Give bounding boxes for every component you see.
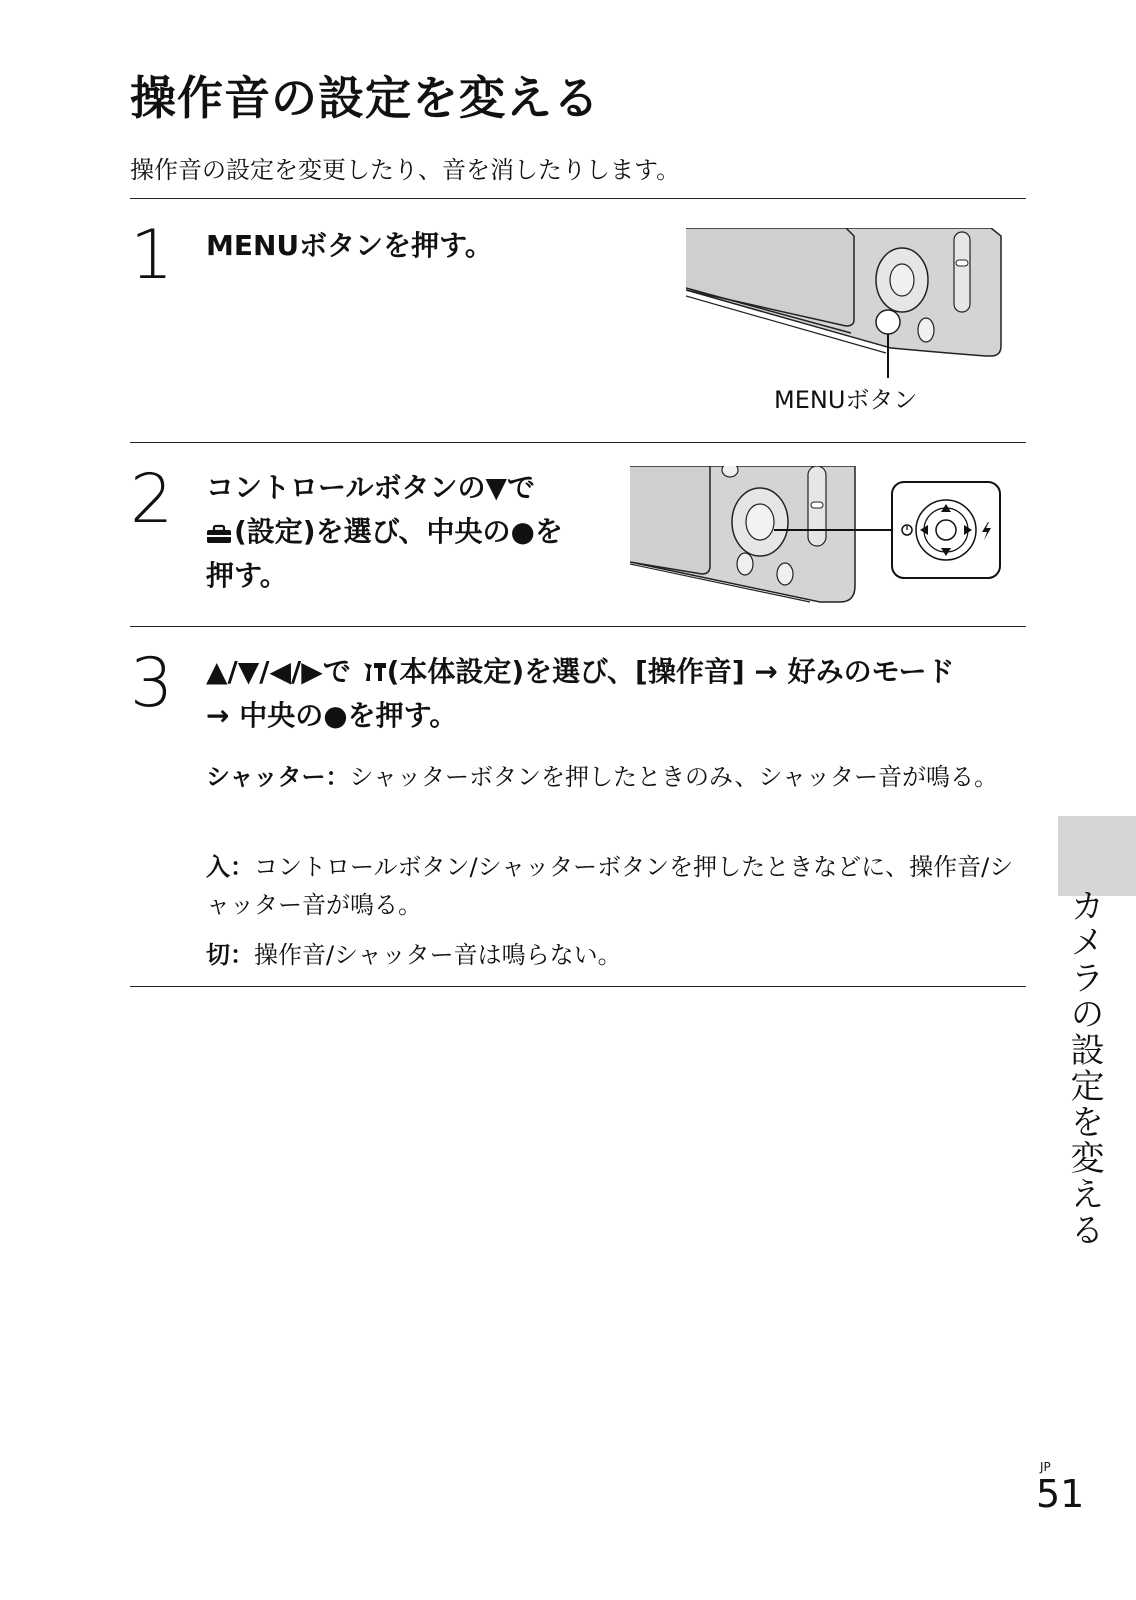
toolbox-icon <box>206 513 232 533</box>
page-number: 51 <box>1036 1472 1085 1516</box>
step-1-text: MENUボタンを押す。 <box>206 229 493 262</box>
divider <box>130 986 1026 987</box>
option-shutter: シャッター：シャッターボタンを押したときのみ、シャッター音が鳴る。 <box>206 763 999 791</box>
step-2-line-3: 押す。 <box>206 559 288 592</box>
option-desc: シャッターボタンを押したときのみ、シャッター音が鳴る。 <box>349 763 999 791</box>
step-2-text <box>206 466 563 598</box>
section-tab <box>1058 816 1136 896</box>
menu-button-callout: MENUボタン <box>774 386 918 414</box>
divider <box>130 198 1026 199</box>
option-term: シャッター <box>206 763 326 791</box>
section-label: カメラの設定を変える <box>1064 888 1104 1248</box>
option-desc: 操作音/シャッター音は鳴らない。 <box>254 941 622 969</box>
option-term: 切 <box>206 941 230 969</box>
option-desc: コントロールボタン/シャッターボタンを押したときなどに、操作音/シャッター音が鳴る。 <box>206 853 1014 919</box>
step-3-line-1: ▲/▼/◀/▶で (本体設定)を選び、[操作音] → 好みのモード <box>206 650 1026 694</box>
divider <box>130 626 1026 627</box>
step-2-number: 2 <box>130 460 174 539</box>
step-2-line-1: コントロールボタンの▼で <box>206 471 535 504</box>
intro-text: 操作音の設定を変更したり、音を消したりします。 <box>130 156 681 184</box>
step-3-text <box>206 650 1026 738</box>
menu-button-shape <box>876 310 900 334</box>
step-2-line-2: (設定)を選び、中央の●を <box>206 510 563 554</box>
option-off: 切：操作音/シャッター音は鳴らない。 <box>206 941 622 969</box>
step-1-number: 1 <box>130 216 174 295</box>
divider <box>130 442 1026 443</box>
option-term: 入 <box>206 853 230 881</box>
wrench-hammer-icon <box>361 652 387 674</box>
option-on: 入：コントロールボタン/シャッターボタンを押したときなどに、操作音/シャッター音が鳴る。 <box>206 853 1014 919</box>
step-3-number: 3 <box>130 644 174 723</box>
control-button-illustration <box>630 466 1006 608</box>
step-3-line-2: → 中央の●を押す。 <box>206 699 458 732</box>
page-title: 操作音の設定を変える <box>130 71 600 125</box>
language-code: JP <box>1040 1460 1051 1474</box>
